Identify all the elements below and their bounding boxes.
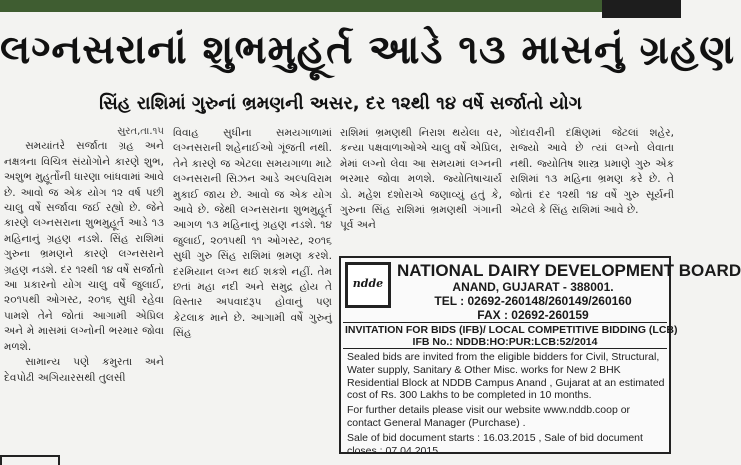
next-article-box <box>0 455 60 465</box>
ad-body-text: Sale of bid document starts : 16.03.2015 , Sale of bid document closes : 07.04.2015 <box>347 431 643 457</box>
article-column-3 <box>340 126 502 234</box>
ad-ifb-number: IFB No.: NDDB:HO:PUR:LCB:52/2014 <box>412 336 598 348</box>
article-paragraph: સામાન્ય પણે કમુરતા અને દેવપોઢી અગિયારસથી તુલસી <box>4 356 164 384</box>
ad-invitation-heading: INVITATION FOR BIDS (IFB)/ LOCAL COMPETITIVE BIDDING (LCB) <box>345 324 678 336</box>
article-column-4 <box>510 126 674 218</box>
dark-corner <box>602 0 681 18</box>
ad-body-text: Sealed bids are invited from the eligible bidders for Civil, Structural, Water supply, Sanitary & Other Misc. works for New 2 BHK Residential Block at NDDB Campus Anand , Gujarat at an estimated cost of Rs. 300 Lakhs to be completed in 10 months. <box>347 351 665 402</box>
article-paragraph: ગોદાવરીની દક્ષિણમાં જેટલાં શહેર, રાજ્યો આવે છે ત્યાં લગ્નો લેવાતા નથી. જ્યોતિષ શાસ્ત્ર પ્રમાણે ગુરુ એક રાશિમાં ૧૩ મહિના ભ્રમણ કરે છે. તે જોતાં દર ૧૨થી ૧૪ વર્ષે ગુરુ સૂર્યની એટલે કે સિંહ રાશિમાં આવે છે. <box>510 127 674 217</box>
top-color-bar <box>0 0 681 18</box>
article-paragraph: વિવાહ સુધીના સમયગાળામાં લગ્નસરાની શહેનાઈઓ ગૂંજતી નથી. તેને કારણે જ એટલા સમયગાળા માટે લગ્નસરાની સિઝન આડે અલ્પવિરામ મુકાઈ જાય છે. આવો જ એક યોગ આવે છે. જેથી લગ્નસરાના શુભમુહૂર્ત આગળ ૧૩ મહિનાનું ગ્રહણ નડશે. ૧૪ જુલાઈ, ૨૦૧૫થી ૧૧ ઓગસ્ટ, ૨૦૧૬ સુધી ગુરુ સિંહ રાશિમાં ભ્રમણ કરશે. દરમિયાન લગ્ન થઈ શકશે નહીં. તેમ છતાં મહા નદી અને સમુદ્ર હોય તે વિસ્તાર અપવાદરૂપ હોવાનું પણ કેટલાક માને છે. આગામી વર્ષે ગુરુનું સિંહ <box>173 127 332 340</box>
logo-wordmark: ndde <box>352 277 384 290</box>
article-column-1 <box>4 124 164 386</box>
headline: લગ્નસરાનાં શુભમુહૂર્ત આડે ૧૩ માસનું ગ્રહણ <box>0 26 736 73</box>
article-paragraph: રાશિમાં ભ્રમણથી નિરાશ થયેલા વર, કન્યા પક્ષવાળાઓએ ચાલુ વર્ષે એપ્રિલ, મેમાં લગ્નો લેવા આ સમયમાં લગ્નની ભરમાર જોવા મળશે. જ્યોતિષાચાર્ય ડો. મહેશ દશોરાએ જણાવ્યું હતું કે, ગુરુના સિંહ રાશિમાં ભ્રમણથી ગંગાની પૂર્વ અને <box>340 127 502 232</box>
ad-org-name: NATIONAL DAIRY DEVELOPMENT BOARD <box>397 261 741 280</box>
nddb-logo <box>345 262 391 308</box>
article-paragraph: સમયાંતરે સર્જાતા ગ્રહ અને નક્ષત્રના વિચિત્ર સંયોગોને કારણે શુભ, અશુભ મુહૂર્તોની ધારણા બાંધવામાં આવે છે. આવો જ એક યોગ ૧૨ વર્ષ પછી ચાલુ વર્ષે સર્જાવા જઈ રહ્યો છે. જેને કારણે લગ્નસરાના શુભમુહૂર્ત આડે ૧૩ મહિનાનું ગ્રહણ નડશે. સિંહ રાશિમાં ગુરુના ભ્રમણને કારણે લગ્નસરાને ગ્રહણ નડશે. દર ૧૨થી ૧૪ વર્ષે સર્જાતો આ પ્રકારનો યોગ ચાલુ વર્ષે જુલાઈ, ૨૦૧૫થી ઓગસ્ટ, ૨૦૧૬ સુધી રહેવા પામશે તેને જોતાં આગામી એપ્રિલ અને મે માસમાં લગ્નોની ભરમાર જોવા મળશે. <box>4 140 164 353</box>
dateline: સુરત,તા.૧૫ <box>117 126 164 137</box>
green-band <box>0 0 602 12</box>
tender-advertisement <box>339 256 741 457</box>
ad-address: ANAND, GUJARAT - 388001. <box>452 280 614 294</box>
ad-body-text: For further details please visit our website www.nddb.coop or contact General Manager (Purchase) . <box>347 404 631 429</box>
ad-fax: FAX : 02692-260159 <box>477 308 589 322</box>
article-column-2 <box>173 126 332 342</box>
ad-telephone: TEL : 02692-260148/260149/260160 <box>434 294 632 308</box>
subheadline: સિંહ રાશિમાં ગુરુનાં ભ્રમણની અસર, દર ૧૨થી ૧૪ વર્ષે સર્જાતો યોગ <box>99 93 582 114</box>
ad-divider <box>343 322 667 323</box>
ad-body <box>347 351 665 459</box>
ad-divider <box>343 348 667 349</box>
